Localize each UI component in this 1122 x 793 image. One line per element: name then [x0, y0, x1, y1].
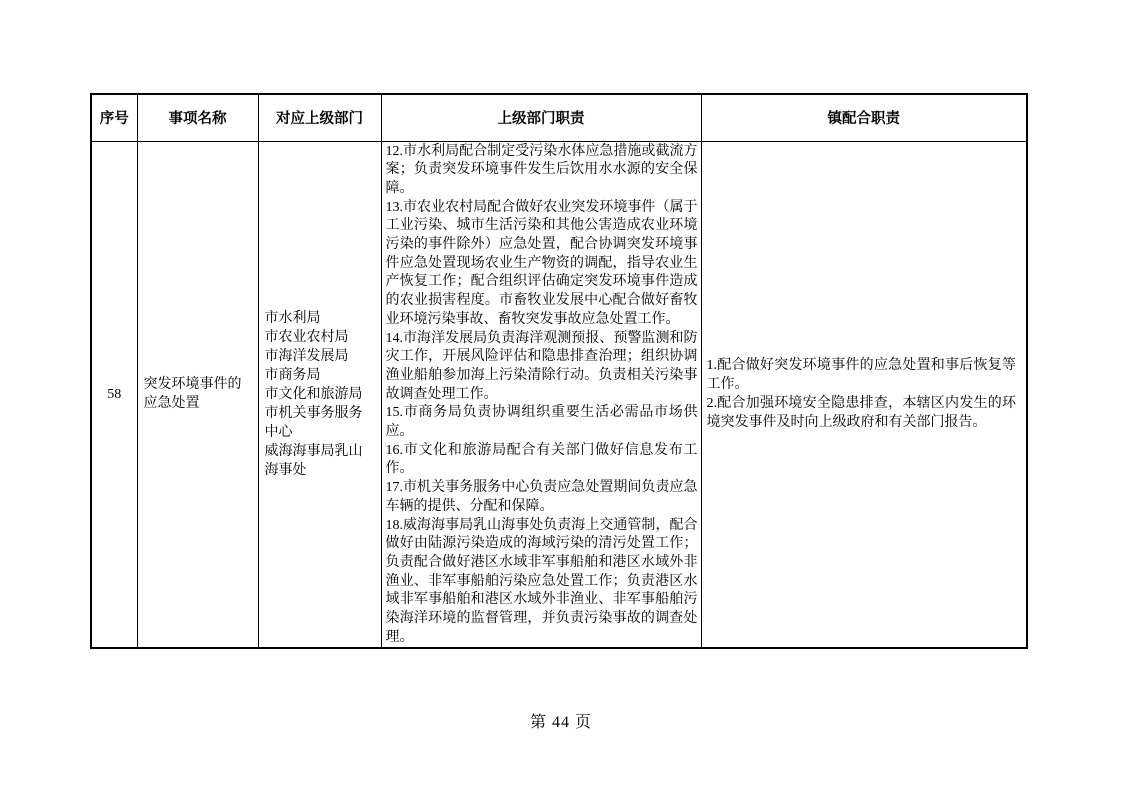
duty-paragraph: 16.市文化和旅游局配合有关部门做好信息发布工作。 — [385, 442, 698, 477]
responsibility-table — [90, 93, 1028, 649]
cell-superior-duties — [381, 141, 701, 648]
cell-departments — [258, 141, 381, 648]
page-number: 第 44 页 — [529, 714, 592, 731]
header-cell: 对应上级部门 — [258, 94, 381, 141]
department-list — [265, 309, 368, 480]
superior-duty-list — [386, 143, 698, 648]
header-cell: 事项名称 — [137, 94, 258, 141]
duty-paragraph: 1.配合做好突发环境事件的应急处置和事后恢复等工作。 — [706, 358, 1016, 393]
department-line: 市商务局 — [264, 367, 321, 383]
duty-paragraph: 18.威海海事局乳山海事处负责海上交通管制，配合做好由陆源污染造成的海域污染的清污处置工作；负责配合做好港区水域非军事船舶和港区水域外非渔业、非军事船舶污染应急处置工作；负责港区水域非军事船舶和港区水域外非渔业、非军事船舶污染海洋环境的监督管理，并负责污染事故的调查处理。 — [385, 517, 698, 645]
table-header — [91, 94, 1027, 141]
duty-paragraph: 15.市商务局负责协调组织重要生活必需品市场供应。 — [385, 405, 698, 440]
cell-item-name: 突发环境事件的应急处置 — [137, 141, 258, 648]
department-line: 市水利局 — [264, 310, 321, 326]
department-line: 市文化和旅游局 — [264, 386, 363, 402]
town-duty-list — [707, 356, 1017, 432]
header-cell: 镇配合职责 — [701, 94, 1027, 141]
department-line: 市农业农村局 — [264, 329, 349, 345]
table-header-row — [91, 94, 1027, 141]
department-line: 市海洋发展局 — [264, 348, 349, 364]
department-line: 威海海事局乳山海事处 — [264, 443, 363, 478]
duty-paragraph: 14.市海洋发展局负责海洋观测预报、预警监测和防灾工作，开展风险评估和隐患排查治理；组织协调渔业船舶参加海上污染清除行动。负责相关污染事故调查处理工作。 — [385, 330, 698, 402]
header-cell: 上级部门职责 — [381, 94, 701, 141]
cell-town-duties — [701, 141, 1027, 648]
duty-paragraph: 17.市机关事务服务中心负责应急处置期间负责应急车辆的提供、分配和保障。 — [385, 480, 698, 514]
table-row — [91, 141, 1027, 648]
duty-paragraph: 13.市农业农村局配合做好农业突发环境事件（属于工业污染、城市生活污染和其他公害造成农业环境污染的事件除外）应急处置，配合协调突发环境事件应急处置现场农业生产物资的调配，指导农业生产恢复工作；配合组织评估确定突发环境事件造成的农业损害程度。市畜牧业发展中心配合做好畜牧业环境污染事故、畜牧突发事故应急处置工作。 — [385, 199, 698, 327]
cell-sequence-number: 58 — [91, 141, 137, 648]
department-line: 市机关事务服务中心 — [264, 405, 363, 440]
duty-paragraph: 12.市水利局配合制定受污染水体应急措施或截流方案；负责突发环境事件发生后饮用水水源的安全保障。 — [385, 143, 698, 196]
header-cell: 序号 — [91, 94, 137, 141]
duty-paragraph: 2.配合加强环境安全隐患排查，本辖区内发生的环境突发事件及时向上级政府和有关部门报告。 — [706, 396, 1016, 431]
